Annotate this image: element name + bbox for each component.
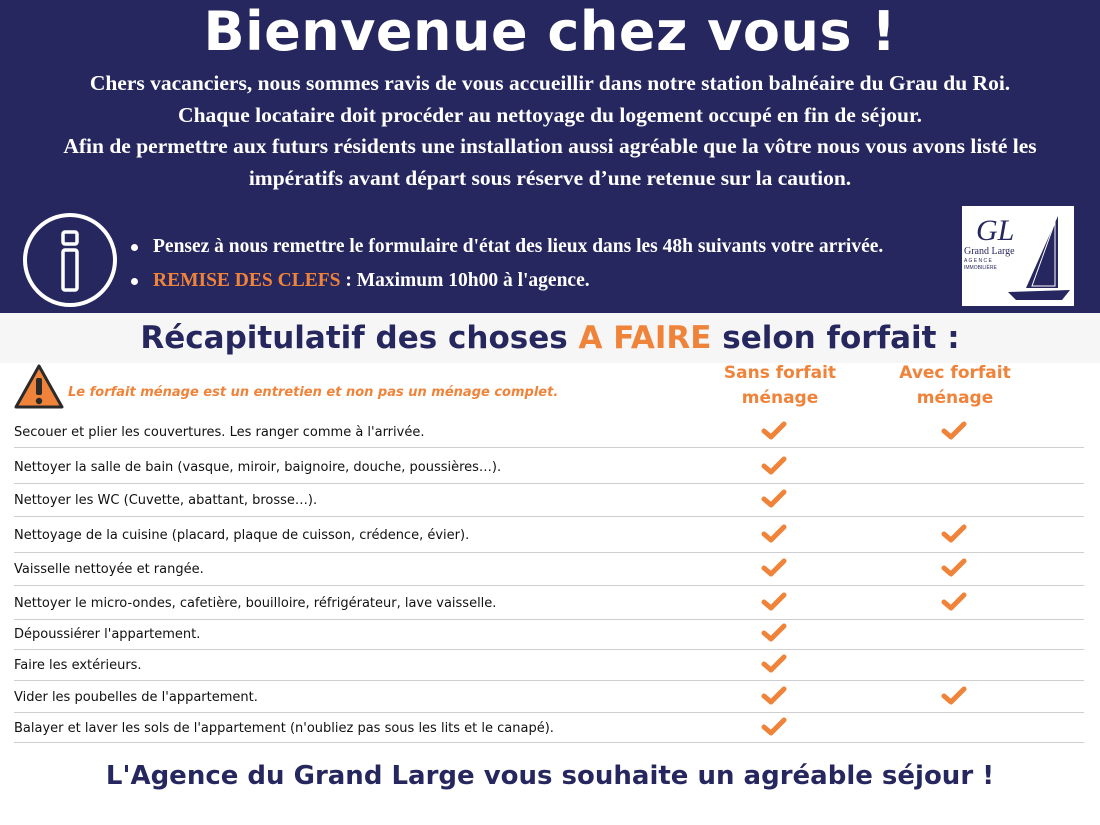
table-row — [0, 553, 1084, 586]
info-icon — [22, 212, 118, 308]
row-divider — [14, 712, 1084, 713]
recap-title: Récapitulatif des choses A FAIRE selon forfait : — [140, 320, 960, 356]
page-title: Bienvenue chez vous ! — [203, 0, 897, 63]
task-label: Nettoyer le micro-ondes, cafetière, bouilloire, réfrigérateur, lave vaisselle. — [14, 596, 497, 611]
check-icon — [761, 591, 787, 613]
notice-text: Pensez à nous remettre le formulaire d'état des lieux dans les 48h suivants votre arrivée. — [153, 236, 884, 257]
notice-list — [128, 230, 883, 298]
row-divider — [14, 585, 1084, 586]
table-row — [0, 714, 1084, 743]
table-row — [0, 518, 1084, 553]
logo-sub: A G E N C E — [964, 258, 992, 264]
row-divider — [14, 447, 1084, 448]
column-header-sans-forfait: Sans forfait ménage — [723, 363, 837, 408]
key-return-text: : Maximum 10h00 à l'agence. — [340, 270, 590, 291]
check-icon — [761, 716, 787, 738]
check-icon — [761, 685, 787, 707]
welcome-header — [0, 0, 1100, 313]
notice-item — [128, 264, 883, 298]
task-label: Nettoyer la salle de bain (vasque, miroir, baignoire, douche, poussières…). — [14, 460, 502, 475]
logo-sub: IMMOBILIÈRE — [964, 265, 997, 271]
recap-accent: A FAIRE — [578, 320, 712, 356]
task-label: Vaisselle nettoyée et rangée. — [14, 562, 204, 577]
row-divider — [14, 483, 1084, 484]
table-row — [0, 451, 1084, 484]
logo-name: Grand Large — [964, 246, 1015, 257]
intro-line: Chers vacanciers, nous sommes ravis de vous accueillir dans notre station balnéaire du Grau du Roi. — [89, 71, 1011, 95]
table-row — [0, 620, 1084, 650]
check-icon — [941, 557, 967, 579]
task-label: Faire les extérieurs. — [14, 658, 142, 673]
table-row — [0, 418, 1084, 448]
task-label: Secouer et plier les couvertures. Les ranger comme à l'arrivée. — [14, 425, 425, 440]
warning-text: Le forfait ménage est un entretien et non pas un ménage complet. — [68, 385, 559, 400]
column-header-avec-forfait: Avec forfait ménage — [899, 363, 1011, 408]
table-row — [0, 485, 1084, 517]
agency-logo — [962, 206, 1074, 306]
task-label: Balayer et laver les sols de l'appartement (n'oubliez pas sous les lits et le canapé). — [14, 721, 554, 736]
row-divider — [14, 516, 1084, 517]
intro-line: Afin de permettre aux futurs résidents une installation aussi agréable que la vôtre nous vous avons listé les — [63, 134, 1037, 158]
table-row — [0, 682, 1084, 713]
row-divider — [14, 742, 1084, 743]
check-icon — [941, 591, 967, 613]
check-icon — [941, 685, 967, 707]
task-label: Vider les poubelles de l'appartement. — [14, 690, 258, 705]
check-icon — [761, 557, 787, 579]
check-icon — [761, 488, 787, 510]
check-icon — [761, 653, 787, 675]
check-icon — [761, 420, 787, 442]
row-divider — [14, 649, 1084, 650]
task-label: Dépoussiérer l'appartement. — [14, 627, 201, 642]
check-icon — [761, 455, 787, 477]
footer-message: L'Agence du Grand Large vous souhaite un agréable séjour ! — [105, 761, 995, 791]
check-icon — [761, 622, 787, 644]
check-icon — [761, 523, 787, 545]
warning-icon — [14, 363, 64, 411]
table-row — [0, 651, 1084, 681]
row-divider — [14, 680, 1084, 681]
intro-line: Chaque locataire doit procéder au nettoyage du logement occupé en fin de séjour. — [178, 102, 922, 127]
notice-item — [128, 230, 883, 264]
intro-line: impératifs avant départ sous réserve d’une retenue sur la caution. — [248, 165, 852, 190]
logo-initials: GL — [976, 214, 1015, 247]
check-icon — [941, 523, 967, 545]
check-icon — [941, 420, 967, 442]
task-label: Nettoyage de la cuisine (placard, plaque de cuisson, crédence, évier). — [14, 528, 470, 543]
key-return-label: REMISE DES CLEFS — [153, 270, 341, 291]
table-row — [0, 587, 1084, 620]
task-label: Nettoyer les WC (Cuvette, abattant, brosse…). — [14, 493, 318, 508]
intro-text — [20, 68, 1080, 194]
